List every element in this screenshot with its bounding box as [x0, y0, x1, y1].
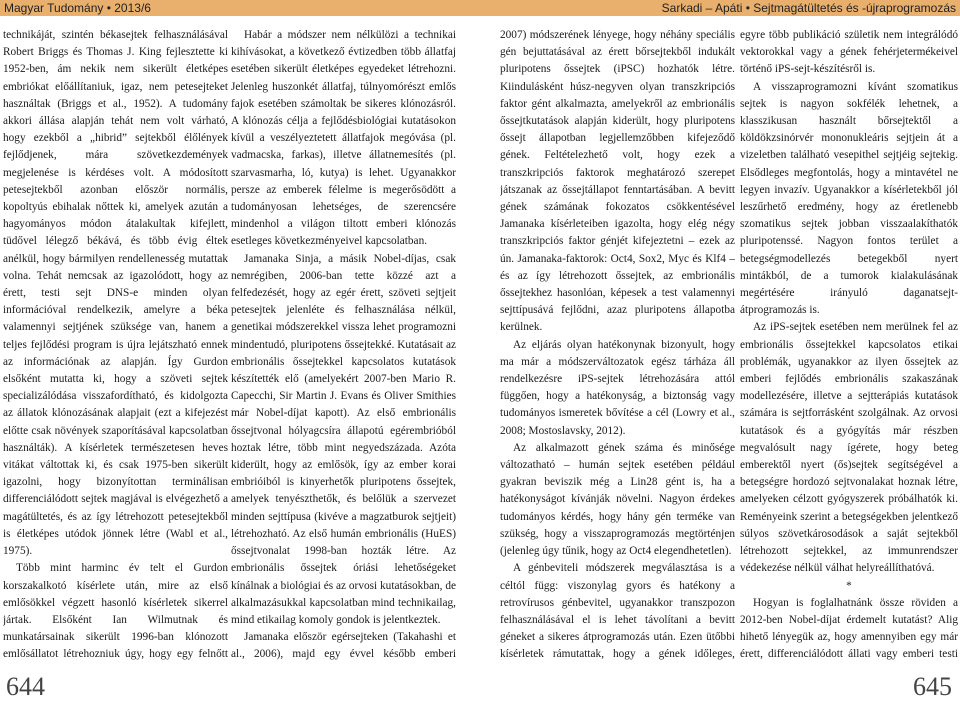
paragraph: Az iPS-sejtek esetében nem merülnek fel az embrionális őssejtekkel kapcsolatos etikai problémák, ugyanakkor az ilyen őssejtek az emberi fejlődés embrionális szakaszának modellezésére, illetve a sejtterápiás kutatások számára is sejtforrásként szolgálnak. Az orvosi kutatások és a gyógyítás már részben megvalósult nagy ígérete, hogy beteg emberektől nyert (ős)sejtek segítségével a betegségre hordozó sejtvonalakat hoznak létre, amelyeken célzott gyógyszerek próbálhatók ki. Reményeink szerint a betegségekben jelentkező súlyos szövetkárosodások a saját sejtekből létrehozott sejtekkel, az immunrendszer védekezése nélkül válhat helyreállíthatóvá. [740, 321, 958, 575]
paragraph: A génbeviteli módszerek megválasztása is a céltól függ: viszonylag gyors és hatékony a retrovírusos génbevitel, ugyanakkor transzpozon felhasználásával el is lehet távolítani a bevitt géneket a sikeres átprogramozás után. Ezen ütőbbi kísérletek rámutattak, hogy a gének időleges, [500, 562, 735, 661]
text-column-3 [500, 27, 735, 667]
text-column-4 [740, 27, 958, 667]
page-number-right: 645 [913, 672, 952, 701]
paragraph: Jamanaka Sinja, a másik Nobel-díjas, csak nemrégiben, 2006-ban tette közzé azt a felfedezését, hogy az egér érett, szöveti sejtjeit petesejtek jelenléte és felhasználása nélkül, genetikai módszerekkel vissza lehet programozni mindentudó, pluripotens őssejtekké. Kutatásait az embrionális őssejtekkel kapcsolatos kutatások készítették elő (amelyekért 2007-ben Mario R. Capecchi, Sir Martin J. Evans és Oliver Smithies már Nobel-díjat kapott). Az első embrionális őssejtvonal hólyagcsíra állapotú egérembrióból hoztak létre, több mint negyedszázada. Azóta kiderült, hogy az emlősök, így az ember korai embrióiból is kinyerhetők pluripotens őssejtek, amelyek tenyészthetők, és belőlük a szervezet minden sejttípusa (kivéve a magzatburok sejtjeit) létrehozható. Az első humán embrionális (HuES) őssejtvonalat 1998-ban hozták létre. Az embrionális őssejtek óriási lehetőségeket kínálnak a biológiai és az orvosi kutatásokban, de alkalmazásukkal kapcsolatban mind technikailag, mind etikailag komoly gondok is jelentkeztek. [231, 252, 456, 626]
paragraph: Hogyan is foglalhatnánk össze röviden a 2012-ben Nobel-díjat érdemelt kutatást? Alig hihető lényegük az, hogy amennyiben egy már érett, differenciálódott állati vagy emberi testi [740, 596, 958, 661]
paragraph: Jamanaka először egérsejteken (Takahashi et al., 2006), majd egy évvel később emberi [231, 631, 456, 661]
paragraph: Az alkalmazott gének száma és minősége változatható – humán sejtek esetében például gyakran beviszik még a Lin28 gént is, ha a hatékonyságot kívánják növelni. Nagyon érdekes tudományos kérdés, hogy hány gén terméke van szükség, hogy a visszaprogramozás megtörténjen (jelenleg úgy tűnik, hogy az Oct4 elegendhetetlen). [500, 441, 735, 558]
paragraph: Habár a módszer nem nélkülözi a technikai kihívásokat, a következő évtizedben több állatfaj esetében sikerült életképes egyedeket létrehozni. Jelenleg huszonkét állatfaj, túlnyomórészt emlős fajok esetében számoltak be sikeres klónozásról. A klónozás célja a fejlődésbiológiai kutatásokon kívül a veszélyeztetett állatfajok megóvása (pl. vadmacska, farkas), illetve állatnemesítés (pl. szarvasmarha, ló, kutya) is lehet. Ugyanakkor persze az emberek félelme is megerősödött a tudományosan lehetséges, de szerencsére mindenhol a világon tiltott emberi klónozás esetleges következményeivel kapcsolatban. [231, 29, 456, 248]
text-column-1 [3, 27, 228, 667]
paragraph: A visszaprogramozni kívánt szomatikus sejtek is nagyon sokfélék lehetnek, a klasszikusan használt bőrsejtektől a köldökzsinórvér mononukleáris sejtjein át a vizeletben található vesepithel sejtjéig sejtekig. Elsődleges megfontolás, hogy a mintavétel ne legyen invazív. Ugyanakkor a kísérletekből jól leszűrhető eredmény, hogy az éretlenebb szomatikus sejtek jobban visszaalakíthatók pluripotenssé. Nagyon fontos terület a betegségmodellezés betegekből nyert mintákból, de a tumorok kialakulásának megértésére irányuló daganatsejt-átprogramozás is. [740, 80, 958, 317]
text-column-2 [231, 27, 456, 667]
paragraph: Az eljárás olyan hatékonynak bizonyult, hogy ma már a módszerváltozatok egész tárháza áll rendelkezésre iPS-sejtek létrehozására attól függően, hogy a hatékonyság, a biztonság vagy tudományos ismeretek bővítése a cél (Lowry et al., 2008; Mostoslavsky, 2012). [500, 338, 735, 437]
paragraph: technikáját, szintén békasejtek felhasználásával Robert Briggs és Thomas J. King fejlesztette ki 1952-ben, ám nekik nem sikerült életképes embriókat előállítaniuk, igaz, nem petesejteket használtak (Briggs et al., 1952). A tudomány akkori állása alapján tehát nem volt várható, hogy ezekből a „hibrid” sejtekből élőlények fejlődjenek, mára szövetkezdemények megjelenése is kérdéses volt. A módosított petesejtekből azonban először normális, kopoltyús ebihalak nőttek ki, amelyek azután a hagyományos módon átalakultak kifejlett, tüdővel lélegző békává, és több évig éltek anélkül, hogy bármilyen rendellenesség mutattak volna. Tehát nemcsak az igazolódott, hogy az érett, testi sejt DNS-e minden olyan információval rendelkezik, amelyre a béka valamennyi sejtjének szüksége van, hanem a teljes fejlődési program is újra lejátszható ennek az információnak az alapján. Így Gurdon elsőként mutatta ki, hogy a szöveti sejtek specializálódása visszafordítható, és kidolgozta az állatok klónozásának alapjait (ezt a kifejezést előtte csak növények szaporításával kapcsolatban használták). A kísérletek természetesen heves vitákat váltottak ki, és csak 1975-ben sikerült igazolni, hogy bizonyítottan terminálisan differenciálódott sejtek magjával is elvégezhető a magátültetés, és az így létrehozott petesejtekből is életképes utódok jönnek létre (Wabl et al., 1975). [3, 29, 228, 558]
section-separator: * [846, 579, 852, 592]
page-number-left: 644 [6, 672, 45, 701]
header-right: Sarkadi – Apáti • Sejtmagátültetés és -újraprogramozás [480, 0, 960, 16]
paragraph: 2007) módszerének lényege, hogy néhány speciális gén bejuttatásával az érett bőrsejtekből indukált pluripotens őssejtek (iPSC) hozhatók létre. Kiindulásként húsz-negyven olyan transzkripciós faktor gént alkalmazta, amelyekről az embrionális őssejtkutatások alapján kiderült, hogy pluripotens őssejt állapotban legjellemzőbben kifejeződő gének. Feltételezhető volt, hogy ezek a transzkripciós faktorok meghatározó szerepet játszanak az őssejtállapot fenntartásában. A bevitt gének számának fokozatos csökkentésével Jamanaka kísérleteiben igazolta, hogy elég négy transzkripciós faktor génjét kifejeztetni – ezek az ún. Jamanaka-faktorok: Oct4, Sox2, Myc és Klf4 – és az így létrehozott őssejtek, az embrionális őssejtekhez hasonlóan, képesek a test valamennyi sejttípusává fejlődni, azaz pluripotens állapotba kerülnek. [500, 29, 735, 334]
paragraph: egyre több publikáció születik nem integrálódó vektorokkal vagy a gének fehérjetermékeivel történő iPS-sejt-készítésről is. [740, 29, 958, 76]
paragraph: Több mint harminc év telt el Gurdon korszakalkotó kísérlete után, mire az első emlősökkel végzett hasonló kísérletek sikerrel jártak. Elsőként Ian Wilmutnak és munkatársainak sikerült 1996-ban klónozott emlősállatot létrehozniuk úgy, hogy egy felnőtt [3, 562, 228, 661]
header-left: Magyar Tudomány • 2013/6 [0, 0, 480, 16]
